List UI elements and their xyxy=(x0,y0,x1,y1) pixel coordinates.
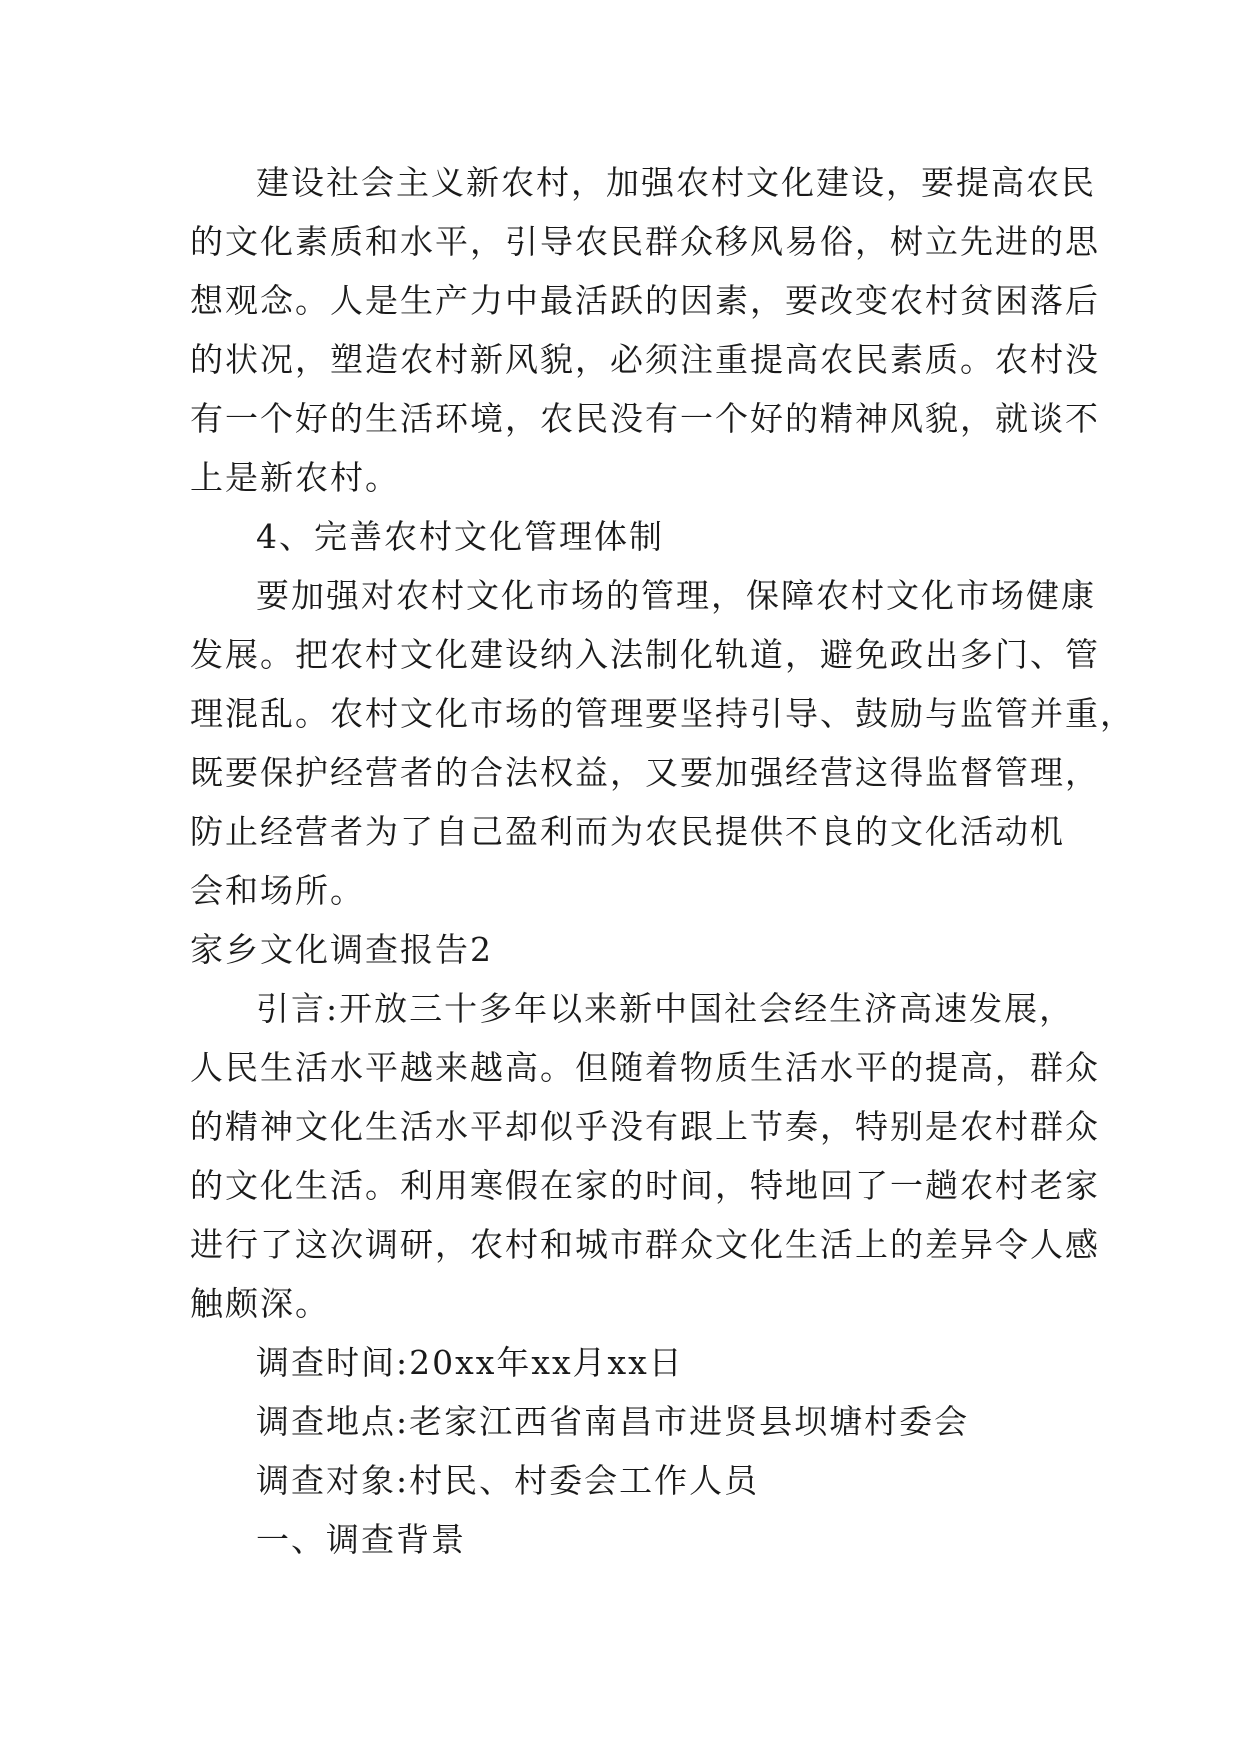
section-heading: 4、完善农村文化管理体制 xyxy=(256,517,664,556)
paragraph-line: 的精神文化生活水平却似乎没有跟上节奏，特别是农村群众 xyxy=(190,1107,1100,1146)
paragraph-line: 要加强对农村文化市场的管理，保障农村文化市场健康 xyxy=(256,576,1096,615)
paragraph-line: 发展。把农村文化建设纳入法制化轨道，避免政出多门、管 xyxy=(190,635,1100,674)
paragraph-line: 的状况，塑造农村新风貌，必须注重提高农民素质。农村没 xyxy=(190,340,1100,379)
section-heading: 一、调查背景 xyxy=(256,1520,466,1559)
paragraph-line: 的文化生活。利用寒假在家的时间，特地回了一趟农村老家 xyxy=(190,1166,1100,1205)
paragraph-line: 的文化素质和水平，引导农民群众移风易俗，树立先进的思 xyxy=(190,222,1100,261)
document-title: 家乡文化调查报告2 xyxy=(190,930,493,969)
paragraph-line: 会和场所。 xyxy=(190,871,365,910)
paragraph-line: 建设社会主义新农村，加强农村文化建设，要提高农民 xyxy=(256,163,1096,202)
paragraph-line: 上是新农村。 xyxy=(190,458,400,497)
paragraph-line: 触颇深。 xyxy=(190,1284,330,1323)
paragraph-line: 进行了这次调研，农村和城市群众文化生活上的差异令人感 xyxy=(190,1225,1100,1264)
survey-location: 调查地点:老家江西省南昌市进贤县坝塘村委会 xyxy=(256,1402,970,1441)
paragraph-line: 既要保护经营者的合法权益，又要加强经营这得监督管理， xyxy=(190,753,1100,792)
survey-subjects: 调查对象:村民、村委会工作人员 xyxy=(256,1461,760,1500)
paragraph-line: 引言:开放三十多年以来新中国社会经生济高速发展， xyxy=(256,989,1075,1028)
paragraph-line: 有一个好的生活环境，农民没有一个好的精神风貌，就谈不 xyxy=(190,399,1100,438)
survey-time: 调查时间:20xx年xx月xx日 xyxy=(256,1343,684,1382)
paragraph-line: 理混乱。农村文化市场的管理要坚持引导、鼓励与监管并重， xyxy=(190,694,1135,733)
paragraph-line: 人民生活水平越来越高。但随着物质生活水平的提高，群众 xyxy=(190,1048,1100,1087)
paragraph-line: 防止经营者为了自己盈利而为农民提供不良的文化活动机 xyxy=(190,812,1065,851)
paragraph-line: 想观念。人是生产力中最活跃的因素，要改变农村贫困落后 xyxy=(190,281,1100,320)
